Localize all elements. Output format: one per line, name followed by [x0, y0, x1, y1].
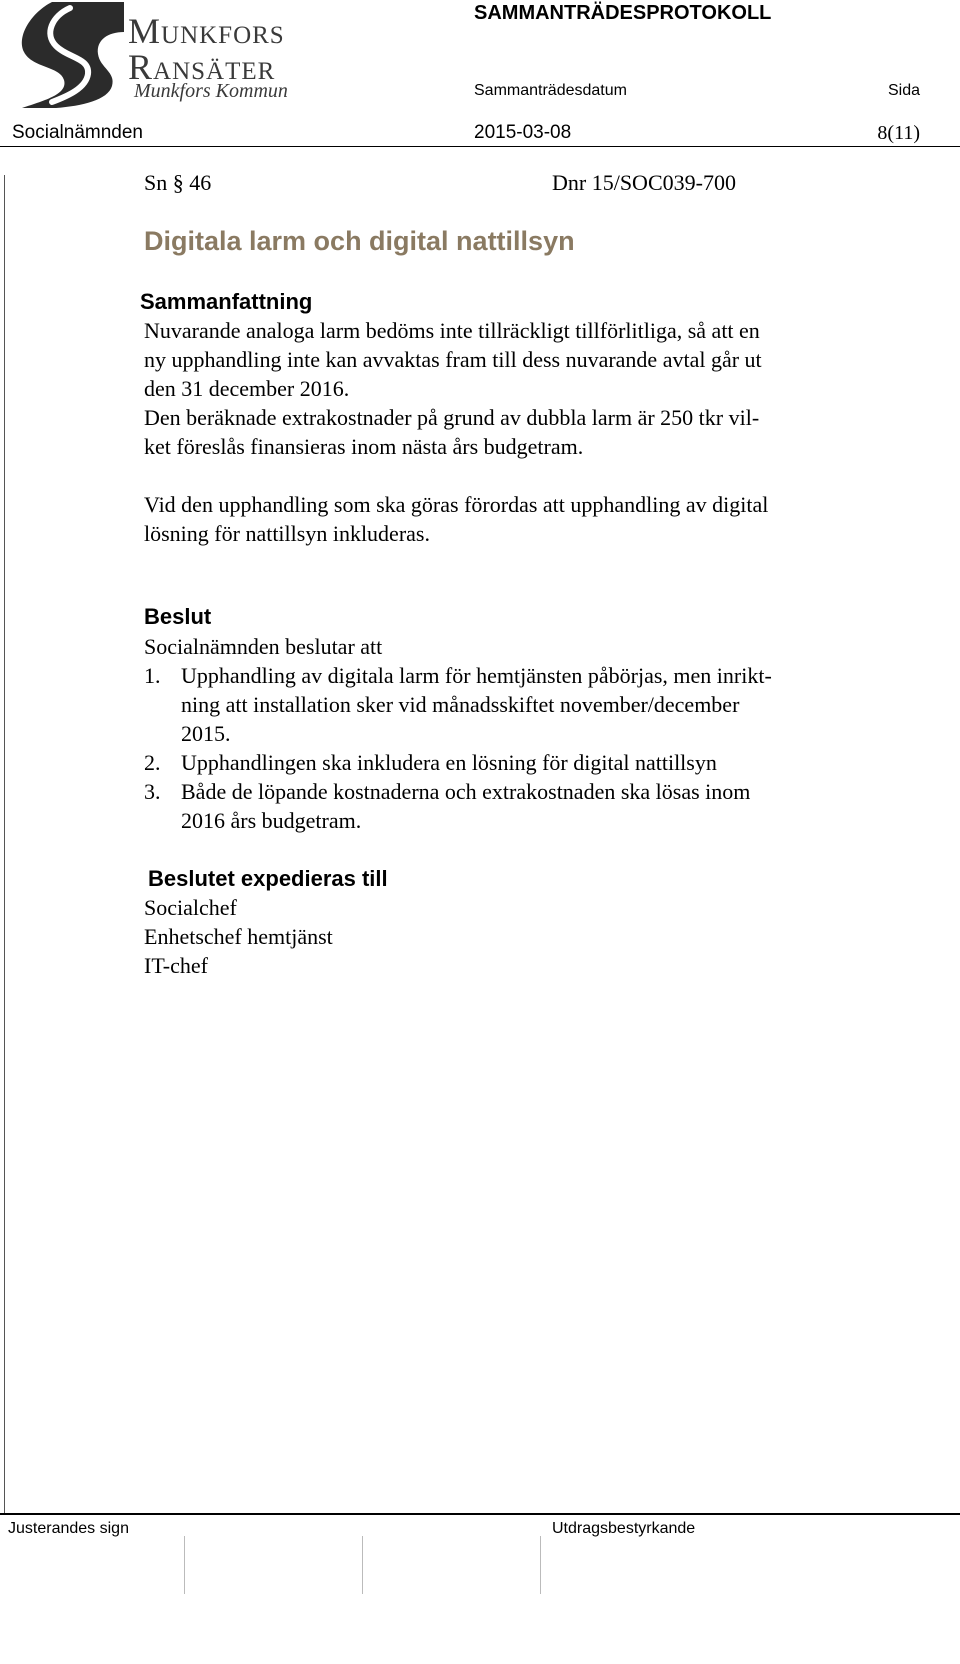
decision-intro: Socialnämnden beslutar att: [144, 634, 383, 659]
summary-line: den 31 december 2016.: [144, 376, 350, 401]
page-label: Sida: [887, 82, 920, 99]
committee-name: Socialnämnden: [12, 122, 143, 143]
list-item-number: 1.: [144, 663, 161, 688]
summary-line: Nuvarande analoga larm bedöms inte tillräckligt tillförlitliga, så att en: [144, 318, 760, 343]
paragraph-gap: [144, 461, 768, 490]
summary-text: [144, 316, 768, 548]
list-item-text: 2016 års budgetram.: [181, 808, 362, 833]
logo-text-line3: Munkfors Kommun: [134, 80, 288, 102]
left-margin-line: [4, 175, 5, 1515]
adjuster-signature-label: Justerandes sign: [8, 1520, 129, 1537]
logo-text-line1: Munkfors: [128, 11, 285, 51]
section-number: Sn § 46: [144, 170, 212, 195]
signature-box-divider: [362, 1536, 363, 1594]
summary-line: lösning för nattillsyn inkluderas.: [144, 521, 430, 546]
list-item-text: ning att installation sker vid månadsskiftet november/december: [181, 692, 740, 717]
list-item-text: Upphandling av digitala larm för hemtjänsten påbörjas, men inrikt-: [181, 663, 772, 688]
case-number: Dnr 15/SOC039-700: [552, 170, 736, 195]
list-item-text: 2015.: [181, 721, 231, 746]
summary-line: Den beräknade extrakostnader på grund av dubbla larm är 250 tkr vil-: [144, 405, 760, 430]
summary-line: Vid den upphandling som ska göras förordas att upphandling av digital: [144, 492, 769, 517]
footer-divider: [0, 1513, 960, 1515]
decision-heading: Beslut: [144, 604, 212, 629]
page-title: Digitala larm och digital nattillsyn: [144, 226, 575, 256]
recipient: IT-chef: [144, 953, 208, 978]
logo-text-line2: Ransäter: [128, 47, 276, 87]
list-item-number: 3.: [144, 779, 161, 804]
extract-certification-label: Utdragsbestyrkande: [552, 1520, 696, 1537]
list-item-text: Upphandlingen ska inkludera en lösning för digital nattillsyn: [181, 750, 717, 775]
municipality-logo-icon: [12, 2, 124, 108]
list-item-number: 2.: [144, 750, 161, 775]
header-divider: [0, 146, 960, 147]
list-item-text: Både de löpande kostnaderna och extrakostnaden ska lösas inom: [181, 779, 751, 804]
document-type: SAMMANTRÄDESPROTOKOLL: [474, 2, 772, 24]
distribution-heading: Beslutet expedieras till: [148, 866, 388, 891]
summary-heading: Sammanfattning: [140, 289, 313, 314]
signature-box-divider: [540, 1536, 541, 1594]
signature-box-divider: [184, 1536, 185, 1594]
meeting-date-label: Sammanträdesdatum: [474, 82, 627, 99]
recipient: Socialchef: [144, 895, 237, 920]
page-number: 8(11): [877, 122, 920, 144]
recipient: Enhetschef hemtjänst: [144, 924, 333, 949]
summary-line: ket föreslås finansieras inom nästa års budgetram.: [144, 434, 584, 459]
meeting-date: 2015-03-08: [474, 122, 572, 143]
distribution-list: [144, 893, 333, 980]
summary-line: ny upphandling inte kan avvaktas fram till dess nuvarande avtal går ut: [144, 347, 762, 372]
